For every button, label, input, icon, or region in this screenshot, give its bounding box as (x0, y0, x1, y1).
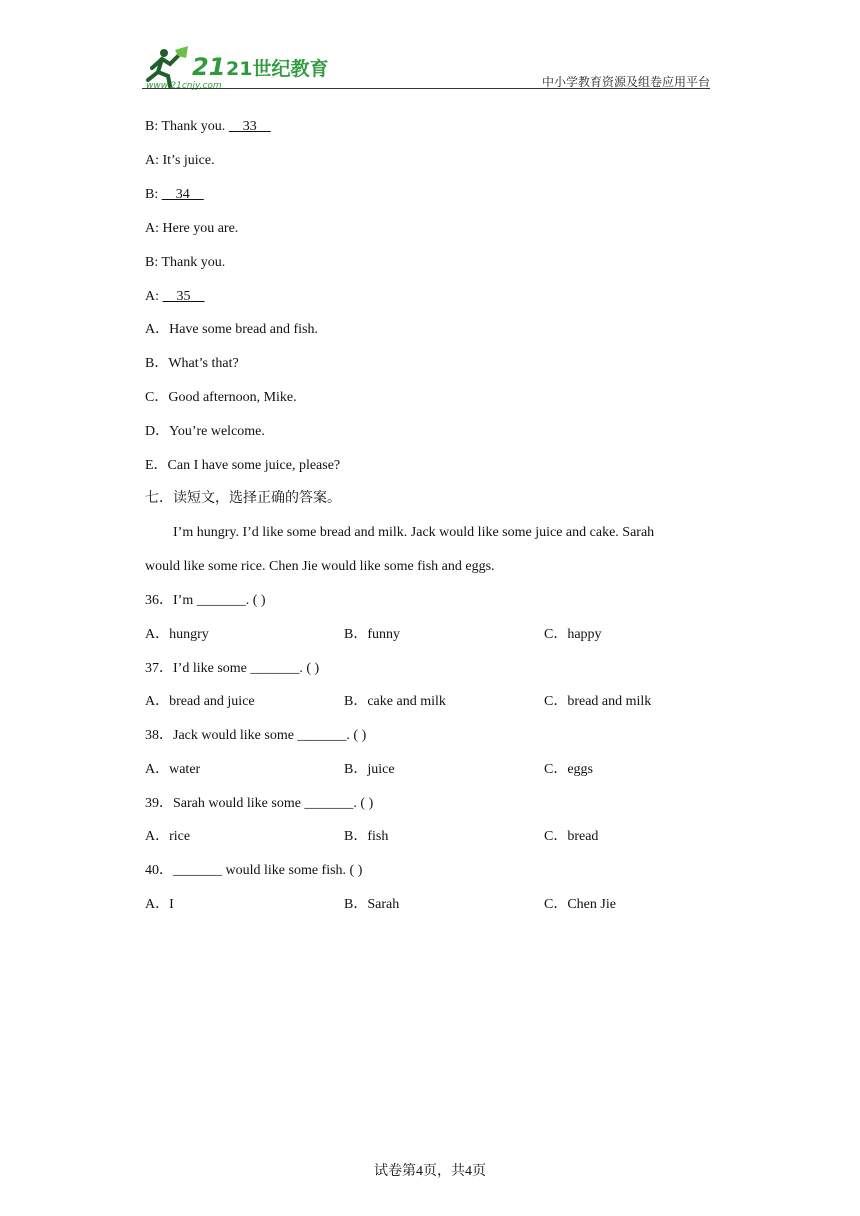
logo-url: www.21cnjy.com (146, 81, 222, 91)
passage-line: I’m hungry. I’d like some bread and milk. Jack would like some juice and cake. Sarah (173, 525, 655, 540)
question-option: C．bread and milk (544, 694, 652, 709)
question-option: A．bread and juice (145, 694, 255, 709)
question-stem: 40．_______ would like some fish. ( ) (145, 863, 363, 878)
dialogue-line: B: Thank you. 33 (145, 119, 271, 134)
question-option: B．cake and milk (344, 694, 446, 709)
dialogue-option: C．Good afternoon, Mike. (145, 390, 297, 405)
question-stem: 37．I’d like some _______. ( ) (145, 661, 320, 676)
header-rule (142, 88, 710, 89)
dialogue-line: A: 35 (145, 289, 205, 304)
question-option: C．eggs (544, 762, 593, 777)
dialogue-line: B: 34 (145, 187, 204, 202)
question-option: B．Sarah (344, 897, 400, 912)
dialogue-line: B: Thank you. (145, 255, 226, 270)
platform-name: 中小学教育资源及组卷应用平台 (541, 75, 710, 89)
logo (142, 44, 329, 91)
question-stem: 39．Sarah would like some _______. ( ) (145, 796, 374, 811)
question-option: A．rice (145, 829, 191, 844)
question-option: A．hungry (145, 627, 209, 642)
logo-text: 21世纪教育 (226, 58, 329, 80)
dialogue-line: A: It’s juice. (145, 153, 215, 168)
dialogue-option: D．You’re welcome. (145, 424, 265, 439)
answer-blank: 35 (162, 289, 205, 304)
question-stem: 38．Jack would like some _______. ( ) (145, 728, 367, 743)
question-option: A．water (145, 762, 201, 777)
dialogue-option: E．Can I have some juice, please? (145, 458, 341, 473)
question-option: B．fish (344, 829, 389, 844)
question-option: C．happy (544, 627, 602, 642)
question-option: B．funny (344, 627, 400, 642)
question-option: B．juice (344, 762, 395, 777)
question-stem: 36．I’m _______. ( ) (145, 593, 266, 608)
page-footer: 试卷第4页，共4页 (374, 1164, 486, 1179)
answer-blank: 34 (161, 187, 204, 202)
svg-text:21: 21 (192, 53, 226, 81)
question-option: A．I (145, 897, 174, 912)
section-heading: 七．读短文，选择正确的答案。 (145, 491, 341, 506)
dialogue-line: A: Here you are. (145, 221, 239, 236)
answer-blank: 33 (228, 119, 271, 134)
question-option: C．bread (544, 829, 599, 844)
dialogue-option: B．What’s that? (145, 356, 239, 371)
dialogue-option: A．Have some bread and fish. (145, 322, 319, 337)
runner-logo-icon (142, 44, 329, 91)
question-option: C．Chen Jie (544, 897, 616, 912)
passage-line: would like some rice. Chen Jie would like some fish and eggs. (145, 559, 495, 574)
page-header (142, 40, 710, 92)
